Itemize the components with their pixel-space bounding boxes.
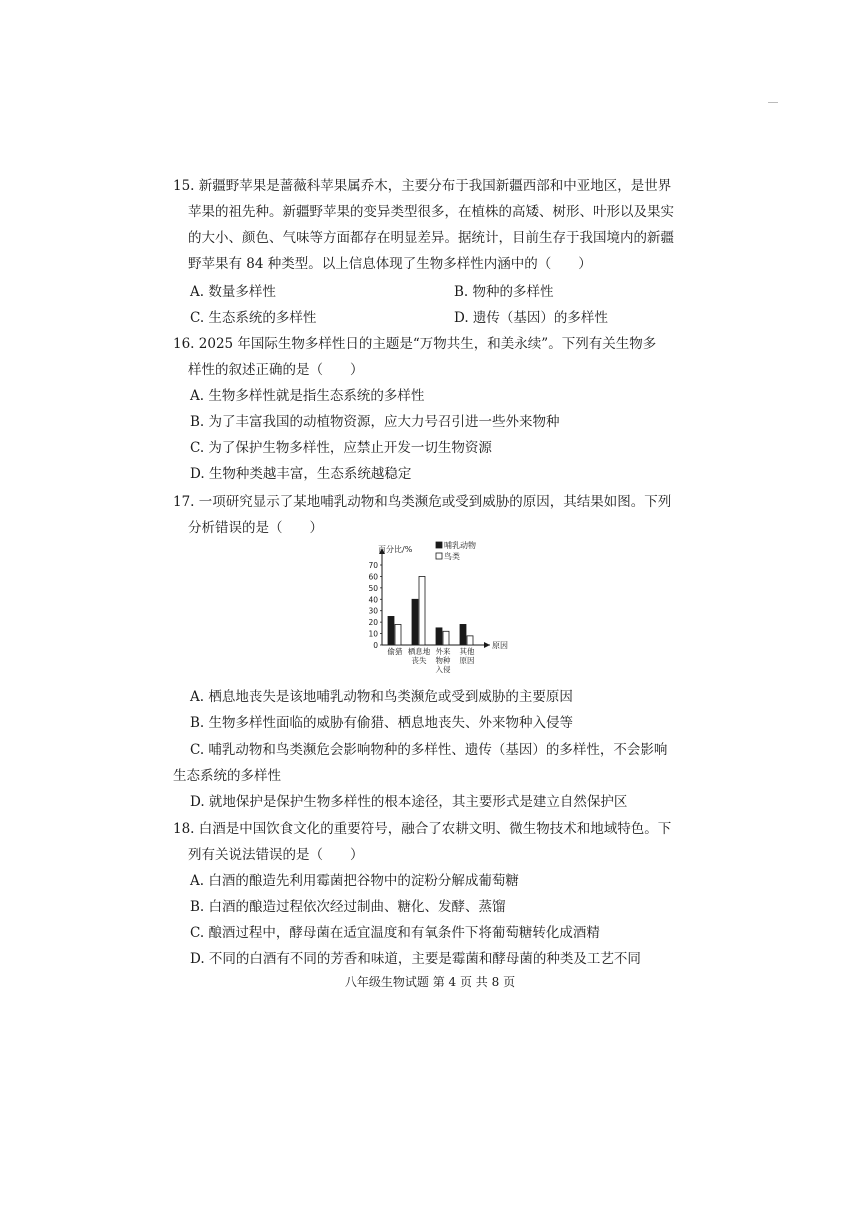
q15-option-c: C. 生态系统的多样性 bbox=[190, 310, 317, 326]
y-tick-label: 60 bbox=[368, 572, 378, 582]
q16-option-d: D. 生物种类越丰富，生态系统越稳定 bbox=[190, 466, 412, 482]
category-label: 栖息地 bbox=[407, 647, 431, 656]
q17-option-c-cont: 生态系统的多样性 bbox=[173, 768, 281, 784]
y-tick-label: 70 bbox=[368, 561, 378, 570]
q16-option-a: A. 生物多样性就是指生态系统的多样性 bbox=[190, 388, 425, 404]
category-label: 物种 bbox=[435, 656, 451, 665]
y-tick-label: 0 bbox=[373, 641, 378, 650]
q18-line-2: 列有关说法错误的是（ ） bbox=[188, 847, 364, 863]
bar bbox=[419, 576, 425, 645]
q18-option-d: D. 不同的白酒有不同的芳香和味道，主要是霉菌和酵母菌的种类及工艺不同 bbox=[190, 951, 641, 967]
category-label: 其他 bbox=[459, 647, 475, 656]
threat-cause-bar-chart bbox=[360, 540, 520, 680]
legend-swatch bbox=[436, 542, 442, 548]
q18-line-1: 18. 白酒是中国饮食文化的重要符号，融合了农耕文明、微生物技术和地域特色。下 bbox=[173, 821, 672, 837]
y-tick-label: 50 bbox=[368, 583, 378, 593]
category-label: 偷猎 bbox=[387, 647, 403, 656]
bar bbox=[395, 624, 401, 645]
y-tick-label: 40 bbox=[368, 595, 378, 605]
bar bbox=[388, 616, 394, 645]
q17-line-2: 分析错误的是（ ） bbox=[188, 520, 323, 536]
legend-swatch bbox=[436, 553, 442, 559]
q15-option-d: D. 遗传（基因）的多样性 bbox=[454, 310, 608, 326]
category-label: 原因 bbox=[459, 656, 475, 665]
q18-option-b: B. 白酒的酿造过程依次经过制曲、糖化、发酵、蒸馏 bbox=[190, 899, 506, 915]
chart-svg bbox=[360, 540, 520, 680]
x-axis-label: 原因 bbox=[492, 641, 508, 650]
q16-line-2: 样性的叙述正确的是（ ） bbox=[188, 362, 364, 378]
q15-line-4: 野苹果有 84 种类型。以上信息体现了生物多样性内涵中的（ ） bbox=[188, 256, 592, 272]
category-label: 丧失 bbox=[411, 656, 427, 665]
bar bbox=[412, 599, 418, 645]
legend-label: 哺乳动物 bbox=[444, 541, 476, 550]
q15-line-2: 苹果的祖先种。新疆野苹果的变异类型很多，在植株的高矮、树形、叶形以及果实 bbox=[188, 204, 674, 220]
legend-label: 鸟类 bbox=[444, 552, 460, 561]
y-tick-label: 10 bbox=[368, 629, 378, 639]
bar bbox=[460, 624, 466, 645]
y-tick-label: 30 bbox=[368, 606, 378, 616]
q15-line-1: 15. 新疆野苹果是蔷薇科苹果属乔木，主要分布于我国新疆西部和中亚地区，是世界 bbox=[173, 178, 672, 194]
q16-option-c: C. 为了保护生物多样性，应禁止开发一切生物资源 bbox=[190, 440, 492, 456]
x-axis-arrow bbox=[484, 642, 490, 648]
q16-line-1: 16. 2025 年国际生物多样性日的主题是“万物共生，和美永续”。下列有关生物多 bbox=[173, 336, 657, 352]
bar bbox=[443, 631, 449, 645]
y-tick-label: 20 bbox=[368, 618, 378, 628]
q18-option-c: C. 酿酒过程中，酵母菌在适宜温度和有氧条件下将葡萄糖转化成酒精 bbox=[190, 925, 600, 941]
y-axis-label: 百分比/% bbox=[378, 545, 413, 554]
q18-option-a: A. 白酒的酿造先利用霉菌把谷物中的淀粉分解成葡萄糖 bbox=[190, 873, 519, 889]
category-label: 外来 bbox=[435, 647, 451, 656]
bar bbox=[467, 636, 473, 645]
q17-option-d: D. 就地保护是保护生物多样性的根本途径，其主要形式是建立自然保护区 bbox=[190, 794, 628, 810]
q15-option-b: B. 物种的多样性 bbox=[454, 284, 554, 300]
q15-line-3: 的大小、颜色、气味等方面都存在明显差异。据统计，目前生存于我国境内的新疆 bbox=[188, 230, 674, 246]
q17-line-1: 17. 一项研究显示了某地哺乳动物和鸟类濒危或受到威胁的原因，其结果如图。下列 bbox=[173, 494, 672, 510]
category-label: 入侵 bbox=[435, 665, 451, 674]
q15-option-a: A. 数量多样性 bbox=[190, 284, 276, 300]
bar bbox=[436, 628, 442, 645]
q17-option-c: C. 哺乳动物和鸟类濒危会影响物种的多样性、遗传（基因）的多样性，不会影响 bbox=[190, 742, 668, 758]
scan-mark bbox=[768, 102, 778, 103]
q17-option-a: A. 栖息地丧失是该地哺乳动物和鸟类濒危或受到威胁的主要原因 bbox=[190, 689, 573, 705]
q17-option-b: B. 生物多样性面临的威胁有偷猎、栖息地丧失、外来物种入侵等 bbox=[190, 715, 574, 731]
page-footer: 八年级生物试题 第 4 页 共 8 页 bbox=[344, 975, 516, 989]
q16-option-b: B. 为了丰富我国的动植物资源，应大力号召引进一些外来物种 bbox=[190, 414, 560, 430]
